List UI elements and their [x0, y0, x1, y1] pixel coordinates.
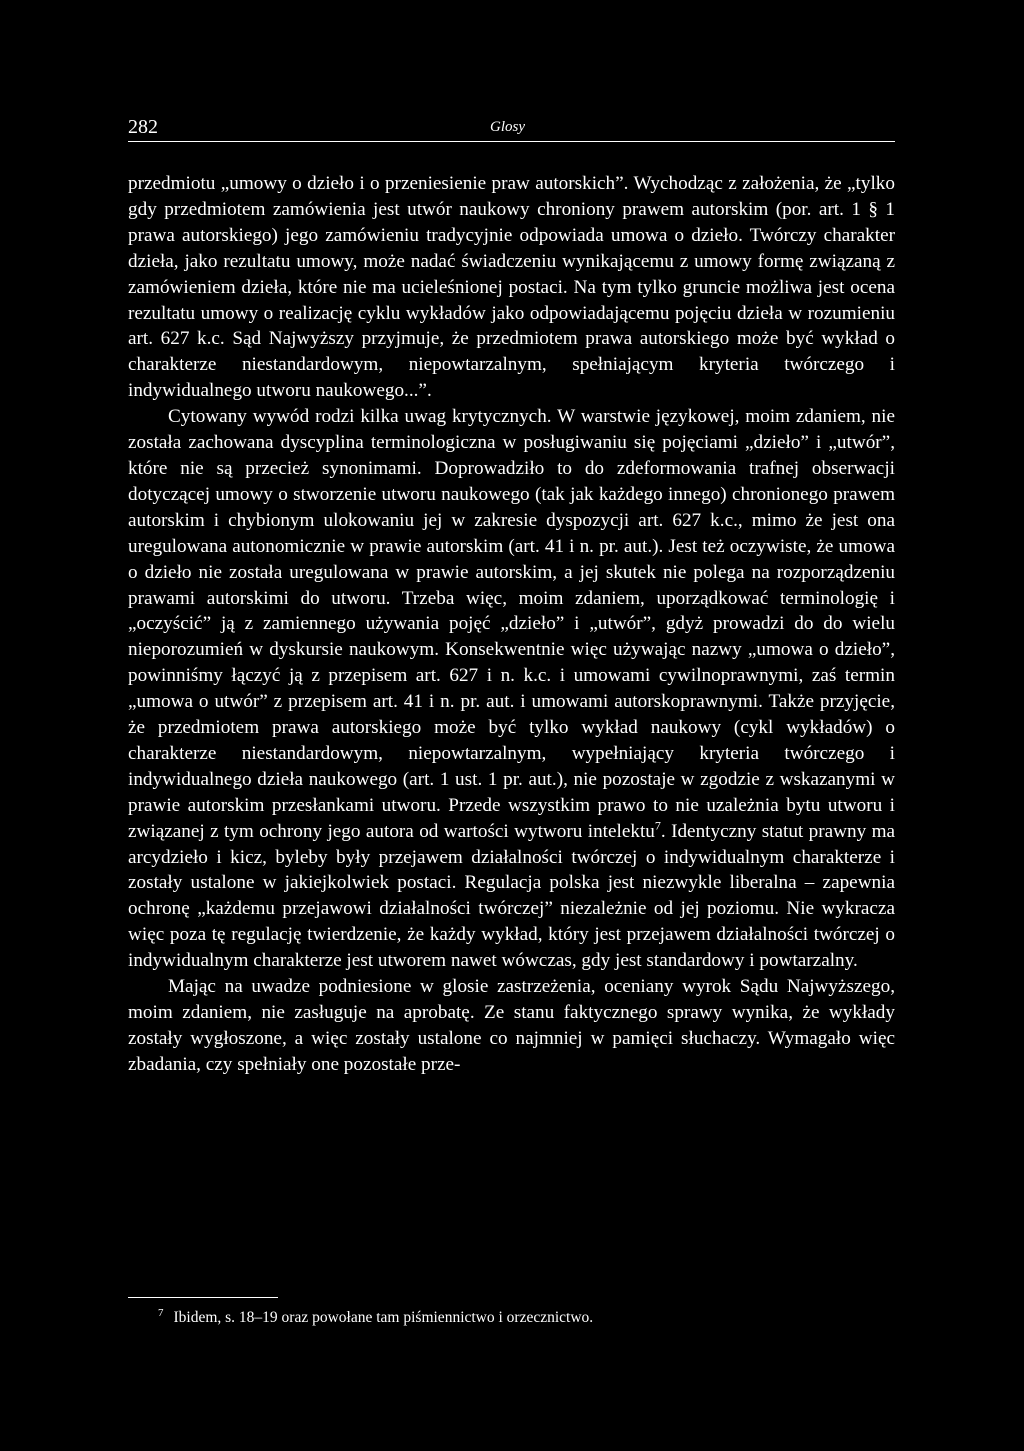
page-number: 282: [128, 116, 158, 138]
footnote: [158, 1308, 593, 1328]
main-text: [128, 171, 895, 1078]
footnote-marker: 7: [158, 1306, 164, 1319]
page-header: [128, 113, 895, 142]
footnote-reference[interactable]: 7: [654, 818, 661, 833]
paragraph-2-part-b: . Identyczny statut prawny ma arcydzieło i kicz, byleby były przejawem działalności twórczej o indywidualnym charakterze i zostały ustalone w jakiejkolwiek postaci. Regulacja polska jest niezwykle liberalna – zapewnia ochronę „każdemu przejawowi działalności twórczej” niezależnie od jej poziomu. Nie wykracza więc poza tę regulację twierdzenie, że każdy wykład, który jest przejawem działalności twórczej o indywidualnym charakterze jest utworem nawet wówczas, gdy jest standardowy i powtarzalny.: [128, 820, 896, 972]
paragraph-3: Mając na uwadze podniesione w glosie zastrzeżenia, oceniany wyrok Sądu Najwyższego, moim zdaniem, nie zasługuje na aprobatę. Ze stanu faktycznego sprawy wynika, że wykłady zostały wygłoszone, a więc zostały ustalone co najmniej w pamięci słuchaczy. Wymagało więc zbadania, czy spełniały one pozostałe prze-: [128, 976, 895, 1075]
footnote-text: Ibidem, s. 18–19 oraz powołane tam piśmiennictwo i orzecznictwo.: [173, 1309, 594, 1326]
paragraph-2: [128, 404, 895, 974]
paragraph-2-part-a: Cytowany wywód rodzi kilka uwag krytycznych. W warstwie językowej, moim zdaniem, nie została zachowana dyscyplina terminologiczna w posługiwaniu się pojęciami „dzieło” i „utwór”, które nie są przecież synonimami. Doprowadziło to do zdeformowania trafnej obserwacji dotyczącej umowy o stworzenie utworu naukowego (tak jak każdego innego) chronionego prawem autorskim i chybionym ulokowaniu jej w zakresie dyspozycji art. 627 k.c., mimo że jest ona uregulowana autonomicznie w prawie autorskim (art. 41 i n. pr. aut.). Jest też oczywiste, że umowa o dzieło nie została uregulowana w prawie autorskim, a jej skutek nie polega na rozporządzeniu prawami autorskimi do utworu. Trzeba więc, moim zdaniem, uporządkować terminologię i „oczyścić” ją z zamiennego używania pojęć „dzieło” i „utwór”, gdyż prowadzi do do wielu nieporozumień w dyskursie naukowym. Konsekwentnie więc używając nazwy „umowa o dzieło”, powinniśmy łączyć ją z przepisem art. 627 i n. k.c. i umowami cywilnoprawnymi, zaś termin „umowa o utwór” z przepisem art. 41 i n. pr. aut. i umowami autorskoprawnymi. Także przyjęcie, że przedmiotem prawa autorskiego może być tylko wykład naukowy (cykl wykładów) o charakterze niestandardowym, niepowtarzalnym, wypełniający kryteria twórczego i indywidualnego dzieła naukowego (art. 1 ust. 1 pr. aut.), nie pozostaje w zgodzie z wskazanymi w prawie autorskim przesłankami utworu. Przede wszystkim prawo to nie uzależnia bytu utworu i związanej z tym ochrony jego autora od wartości wytworu intelektu: [128, 406, 895, 842]
footnote-divider: [128, 1297, 278, 1298]
paragraph-1: przedmiotu „umowy o dzieło i o przeniesienie praw autorskich”. Wychodząc z założenia, że „tylko gdy przedmiotem zamówienia jest utwór naukowy chroniony prawem autorskim (por. art. 1 § 1 prawa autorskiego) jego zamówieniu tradycyjnie odpowiada umowa o dzieło. Twórczy charakter dzieła, jako rezultatu umowy, może nadać świadczeniu wynikającemu z umowy formę związaną z zamówieniem dzieła, które nie ma ucieleśnionej postaci. Na tym tylko gruncie możliwa jest ocena rezultatu umowy o realizację cyklu wykładów jako odpowiadającemu pojęciu dzieła w rozumieniu art. 627 k.c. Sąd Najwyższy przyjmuje, że przedmiotem prawa autorskiego może być wykład o charakterze niestandardowym, niepowtarzalnym, spełniającym kryteria twórczego i indywidualnego utworu naukowego...”.: [128, 173, 895, 402]
running-head: Glosy: [490, 119, 525, 135]
